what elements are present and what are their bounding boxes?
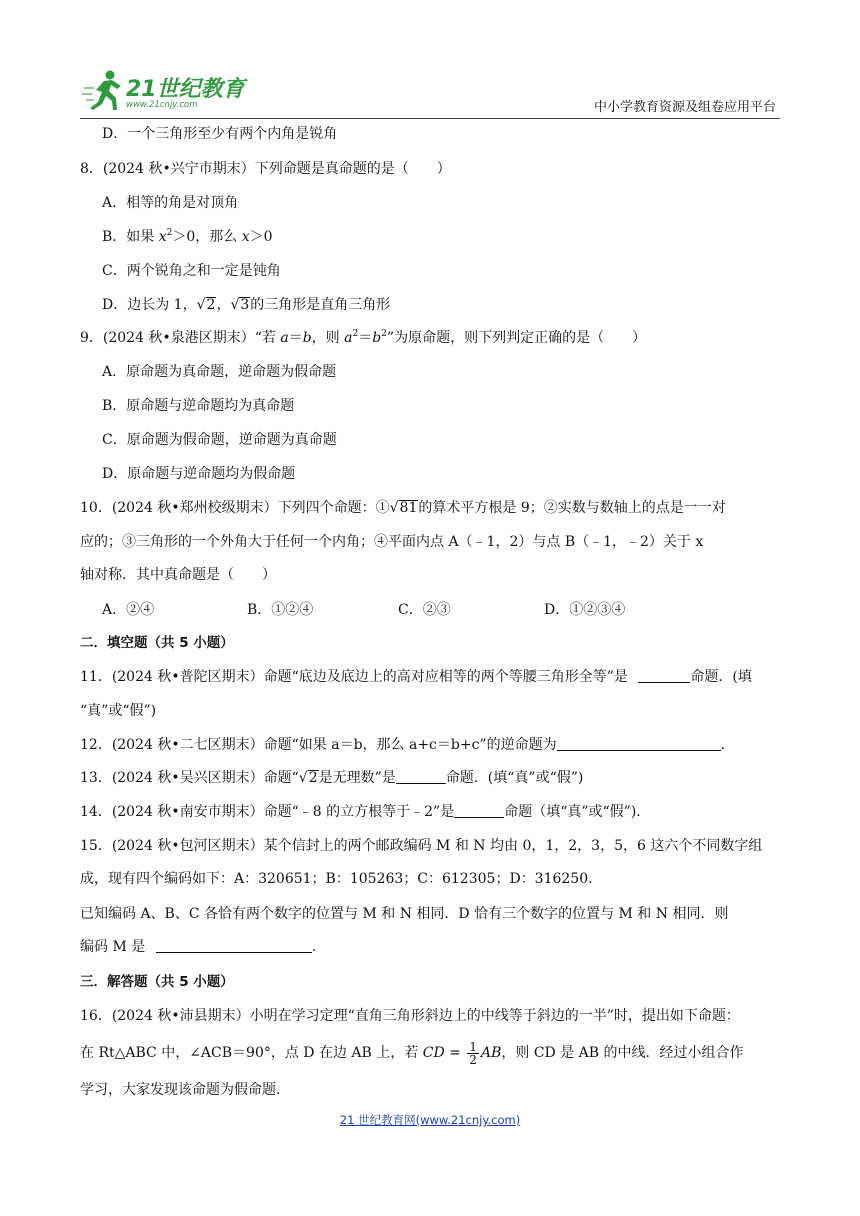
q15-line-1: 15．(2024 秋•包河区期末）某个信封上的两个邮政编码 M 和 N 均由 0，1，2，3，5，6 这六个不同数字组 [80, 838, 763, 854]
q8-b-text2: ＞0，那么 [172, 229, 242, 245]
q9-stem-post: ”为原命题，则下列判定正确的是（ ） [386, 330, 647, 346]
q11-text2: 命题．(填 [690, 669, 752, 685]
sqrt-2-radicand: 2 [206, 297, 216, 313]
q12-answer-blank[interactable] [557, 736, 721, 751]
q14-text2: 命题（填“真”或“假”). [504, 804, 641, 820]
q16-ab: AB [480, 1045, 502, 1061]
q13-text: 13．(2024 秋•吴兴区期末）命题“ [80, 770, 299, 786]
q10-l1-text2: 的算术平方根是 9；②实数与数轴上的点是一一对 [418, 500, 726, 516]
page-header [80, 62, 780, 118]
q10-option-d: D．①②③④ [544, 602, 626, 618]
q15-line-3: 已知编码 A、B、C 各恰有两个数字的位置与 M 和 N 相同．D 恰有三个数字的位置与 M 和 N 相同．则 [80, 906, 729, 922]
q9-option-a: A．原命题为真命题，逆命题为假命题 [102, 364, 337, 380]
q13-text3: 命题．(填“真”或“假”) [445, 770, 584, 786]
q8-b-var: x [158, 229, 167, 245]
sqrt-2-q13: √2 [298, 770, 318, 786]
platform-title: 中小学教育资源及组卷应用平台 [593, 100, 776, 115]
q10-l1-text: 10．(2024 秋•郑州校级期末）下列四个命题：① [80, 500, 390, 516]
q14-line [80, 802, 641, 822]
q15-text: 编码 M 是 [80, 939, 146, 955]
q8-d-text2: 的三角形是直角三角形 [250, 297, 391, 313]
section-answer-heading: 三．解答题（共 5 小题） [80, 974, 234, 990]
q8-b-text: B．如果 [102, 229, 159, 245]
q16-line-2 [80, 1038, 744, 1068]
q16-text: 在 Rt△ABC 中，∠ACB＝90°，点 D 在边 AB 上，若 [80, 1045, 419, 1061]
sqrt-2-q13-radicand: 2 [308, 770, 318, 786]
q12-line [80, 735, 725, 755]
q12-text2: . [720, 737, 726, 753]
q10-option-a: A．②④ [102, 602, 155, 618]
logo[interactable] [80, 66, 260, 116]
q9-option-c: C．原命题为假命题，逆命题为真命题 [102, 432, 337, 448]
q11-line-1 [80, 667, 752, 687]
q15-line-2: 成，现有四个编码如下：A：320651；B：105263；C：612305；D：316250. [80, 871, 593, 887]
frac-denominator: 2 [469, 1052, 477, 1067]
frac-numerator: 1 [469, 1039, 477, 1054]
q13-answer-blank[interactable] [396, 769, 446, 784]
q9-var-b: b [302, 330, 312, 346]
q8-option-a: A．相等的角是对顶角 [102, 195, 239, 211]
q8-d-comma: ， [216, 297, 231, 313]
q10-option-c: C．②③ [398, 602, 451, 618]
q15-line-4 [80, 937, 316, 957]
q13-line [80, 768, 583, 788]
q15-text2: . [311, 939, 317, 955]
q11-line-2: “真”或“假”) [80, 703, 157, 719]
q13-text2: 是无理数”是 [318, 770, 396, 786]
q9-var-a: a [280, 330, 289, 346]
q16-line-1: 16．(2024 秋•沛县期末）小明在学习定理“直角三角形斜边上的中线等于斜边的一半”时，提出如下命题： [80, 1008, 740, 1024]
section-fill-blank-heading: 二．填空题（共 5 小题） [80, 635, 234, 651]
q9-option-b: B．原命题与逆命题均为真命题 [102, 398, 295, 414]
q15-answer-blank[interactable] [156, 938, 312, 953]
q14-text: 14．(2024 秋•南安市期末）命题“﹣8 的立方根等于﹣2”是 [80, 804, 455, 820]
q14-answer-blank[interactable] [454, 803, 504, 818]
q8-option-c: C．两个锐角之和一定是钝角 [102, 263, 281, 279]
q10-line-3: 轴对称．其中真命题是（ ） [80, 567, 276, 583]
q11-answer-blank[interactable] [638, 668, 690, 683]
header-divider [80, 118, 780, 119]
q9-exp1: 2 [352, 329, 359, 339]
runner-logo-icon [82, 68, 126, 116]
q16-cd: CD [422, 1045, 445, 1061]
q8-d-text: D．边长为 1， [102, 297, 197, 313]
logo-text: 21世纪教育 [126, 77, 245, 102]
q16-text2: ，则 CD 是 AB 的中线．经过小组合作 [501, 1045, 744, 1061]
q10-line-1 [80, 498, 726, 518]
q9-stem-text: 9．(2024 秋•泉港区期末）“若 [80, 330, 281, 346]
q8-option-d [102, 295, 390, 315]
sqrt-3: √3 [230, 297, 250, 313]
q8-b-text3: ＞0 [249, 229, 273, 245]
logo-url: www.21cnjy.com [126, 100, 198, 110]
q10-option-b: B．①②④ [247, 602, 314, 618]
q9-exp2: 2 [381, 329, 387, 339]
q9-eq2: ＝ [358, 330, 373, 346]
footer-link[interactable]: 21 世纪教育网(www.21cnjy.com) [339, 1113, 521, 1127]
q16-line-3: 学习，大家发现该命题为假命题． [80, 1082, 290, 1098]
q9-option-d: D．原命题与逆命题均为假命题 [102, 466, 296, 482]
q8-b-exp: 2 [166, 228, 173, 238]
sqrt-81-radicand: 81 [399, 500, 418, 516]
q9-eq: ＝ [288, 330, 303, 346]
q8-stem: 8．(2024 秋•兴宁市期末）下列命题是真命题的是（ ） [80, 161, 451, 177]
q8-b-var2: x [241, 229, 250, 245]
q9-stem [80, 328, 646, 348]
q7-option-d: D．一个三角形至少有两个内角是锐角 [102, 126, 338, 142]
sqrt-81: √81 [389, 500, 418, 516]
sqrt-3-radicand: 3 [240, 297, 250, 313]
q10-line-2: 应的；③三角形的一个外角大于任何一个内角；④平面内点 A（﹣1，2）与点 B（﹣1，﹣2）关于 x [80, 534, 704, 550]
q11-text: 11．(2024 秋•普陀区期末）命题“底边及底边上的高对应相等的两个等腰三角形全等”是 [80, 669, 628, 685]
q9-var-a2: a [344, 330, 353, 346]
fraction-one-half [467, 1041, 479, 1066]
q8-option-b [102, 227, 273, 247]
q16-eq: = [444, 1045, 466, 1061]
sqrt-2: √2 [196, 297, 216, 313]
q9-then: ，则 [311, 330, 345, 346]
q9-var-b2: b [372, 330, 382, 346]
q12-text: 12．(2024 秋•二七区期末）命题“如果 a＝b，那么 a+c＝b+c”的逆命题为 [80, 737, 557, 753]
